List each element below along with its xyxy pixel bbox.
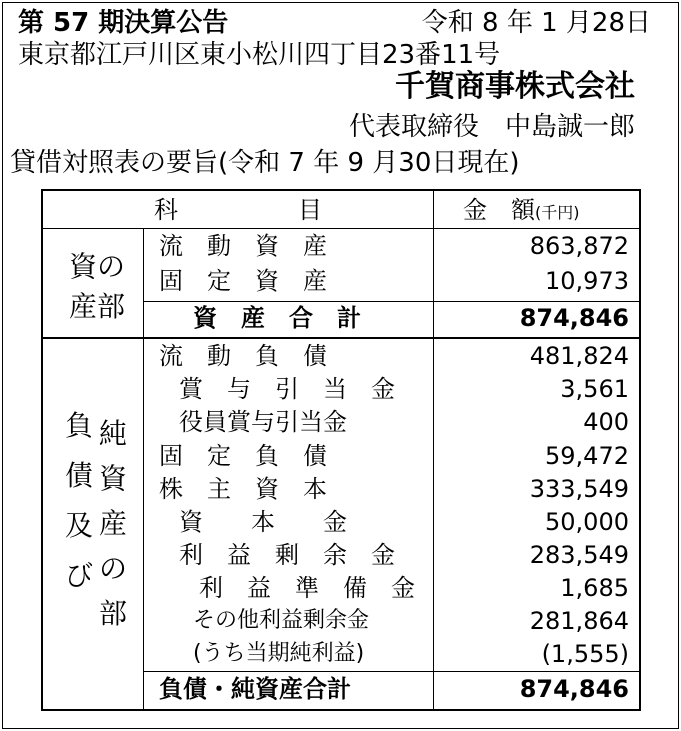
balance-sheet-table xyxy=(41,189,641,711)
asset-row-label: 固 定 資 産 xyxy=(159,267,327,295)
assets-section-divider xyxy=(43,337,639,339)
liab-row-amount: 283,549 xyxy=(529,541,629,569)
header-unit: (千円) xyxy=(535,203,580,222)
header-account: 科 目 xyxy=(154,196,322,224)
asset-row-amount: 10,973 xyxy=(545,267,629,295)
amount-column-divider xyxy=(433,191,434,709)
document-title: 貸借対照表の要旨(令和 7 年 9 月30日現在) xyxy=(10,148,520,178)
liabilities-label-left xyxy=(61,401,97,601)
liab-right-char: 資 xyxy=(98,462,127,495)
liab-left-char: 負 xyxy=(64,409,93,442)
liab-row-amount: 481,824 xyxy=(529,342,629,370)
assets-total-label: 資 産 合 計 xyxy=(193,304,361,332)
liab-row-label: 役員賞与引当金 xyxy=(179,408,347,436)
liab-row-label: 流 動 負 債 xyxy=(159,342,327,370)
liab-row-amount: 281,864 xyxy=(529,607,629,635)
liab-right-char: 純 xyxy=(98,417,127,450)
liab-row-label: 利 益 剰 余 金 xyxy=(179,541,395,569)
liab-left-char: 債 xyxy=(64,459,93,492)
liab-total-divider xyxy=(143,671,639,672)
header-divider xyxy=(43,228,639,229)
assets-section-label xyxy=(65,247,129,327)
liab-left-char: 及 xyxy=(64,509,93,542)
assets-total-divider xyxy=(143,301,639,302)
assets-label-line-2: 産部 xyxy=(68,290,125,323)
liab-row-amount: (1,555) xyxy=(541,640,629,668)
liab-total-label: 負債・純資産合計 xyxy=(159,675,351,703)
assets-total-amount: 874,846 xyxy=(519,304,629,332)
liabilities-label-right xyxy=(95,411,131,636)
header-amount-label: 金 額 xyxy=(463,196,535,224)
liab-row-label: 利 益 準 備 金 xyxy=(199,574,415,602)
liab-row-label: 資 本 金 xyxy=(179,508,347,536)
liab-row-amount: 50,000 xyxy=(545,508,629,536)
liab-row-amount: 59,472 xyxy=(545,442,629,470)
liab-left-char: び xyxy=(64,559,93,592)
company-address: 東京都江戸川区東小松川四丁目23番11号 xyxy=(18,40,501,70)
asset-row-label: 流 動 資 産 xyxy=(159,232,327,260)
liab-row-label: その他利益剰余金 xyxy=(193,608,370,633)
representative: 代表取締役 中島誠一郎 xyxy=(348,112,635,142)
header-amount xyxy=(463,195,580,228)
liab-row-label: 株 主 資 本 xyxy=(159,475,327,503)
liab-row-label: 固 定 負 債 xyxy=(159,442,327,470)
liab-row-label: 賞 与 引 当 金 xyxy=(179,375,395,403)
liab-row-amount: 1,685 xyxy=(560,574,629,602)
liab-total-amount: 874,846 xyxy=(519,675,629,703)
liab-right-char: の xyxy=(98,552,127,585)
company-name: 千賀商事株式会社 xyxy=(395,69,635,104)
liab-row-label: (うち当期純利益) xyxy=(193,641,365,666)
asset-row-amount: 863,872 xyxy=(529,232,629,260)
notice-title: 第 57 期決算公告 xyxy=(18,8,229,38)
liab-row-amount: 333,549 xyxy=(529,475,629,503)
liab-right-char: 部 xyxy=(98,597,127,630)
assets-label-line-1: 資の xyxy=(68,250,125,283)
liab-row-amount: 400 xyxy=(583,408,629,436)
notice-date: 令和 8 年 1 月28日 xyxy=(421,8,651,38)
liab-row-amount: 3,561 xyxy=(560,375,629,403)
liab-right-char: 産 xyxy=(98,507,127,540)
